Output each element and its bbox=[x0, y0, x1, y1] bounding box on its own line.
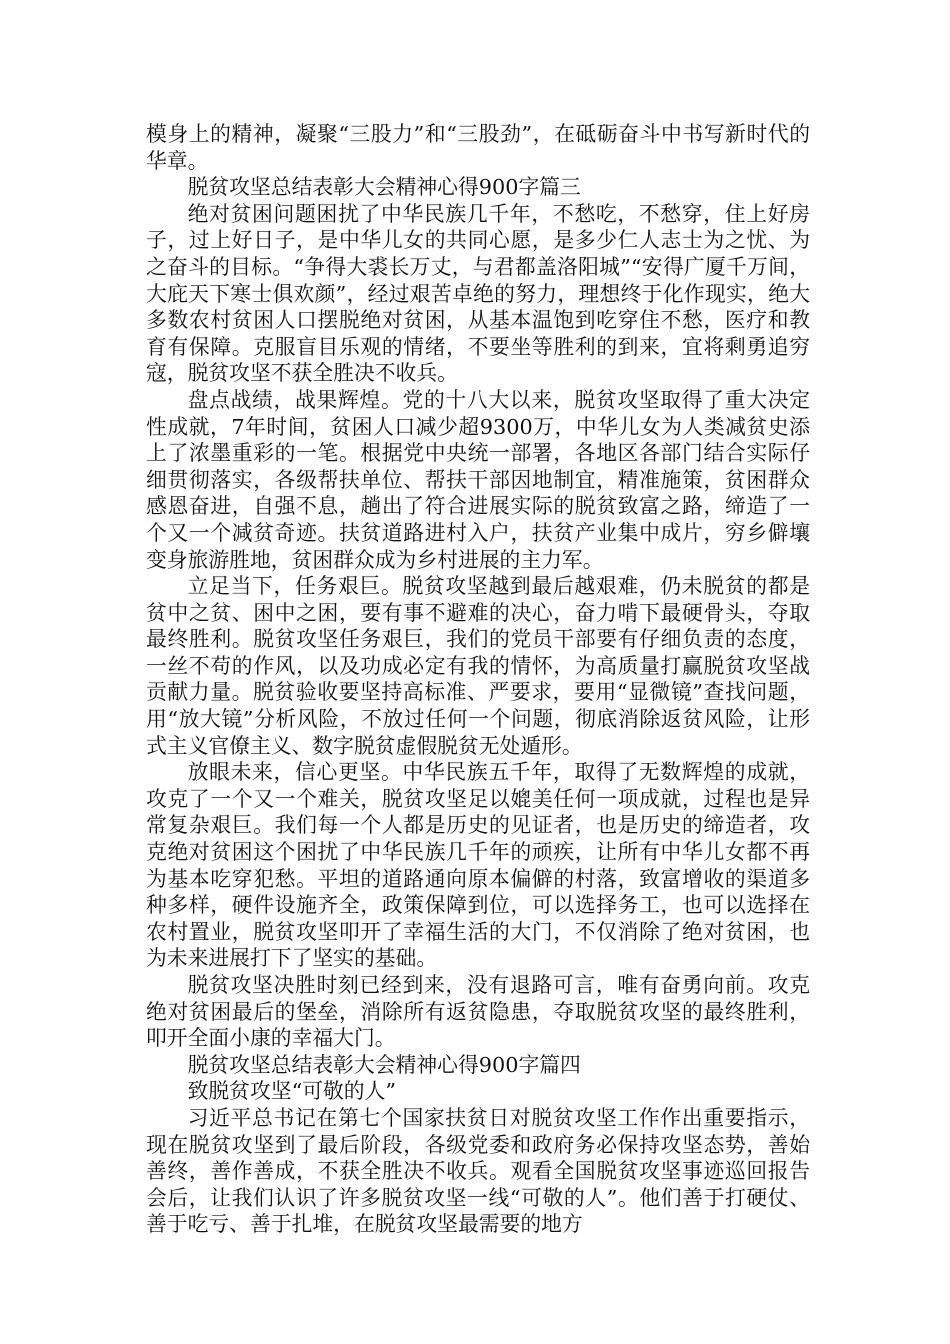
section-heading-part-four: 脱贫攻坚总结表彰大会精神心得900字篇四 bbox=[187, 1052, 581, 1077]
paragraph-respectable-people: 习近平总书记在第七个国家扶贫日对脱贫攻坚工作作出重要指示，现在脱贫攻坚到了最后阶段，各级党委和政府务必保持攻坚态势，善始善终，善作善成，不获全胜决不收兵。观看全国脱贫攻坚事迹巡回报告会后，让我们认识了许多脱贫攻坚一线“可敬的人”。他们善于打硬仗、善于吃亏、善于扎堆，在脱贫攻坚最需要的地方 bbox=[146, 1105, 810, 1237]
paragraph-poverty-problem: 绝对贫困问题困扰了中华民族几千年，不愁吃，不愁穿，住上好房子，过上好日子，是中华儿女的共同心愿，是多少仁人志士为之忧、为之奋斗的目标。“争得大裘长万丈，与君都盖洛阳城”“安得广厦千万间，大庇天下寒士俱欢颜”，经过艰苦卓绝的努力，理想终于化作现实，绝大多数农村贫困人口摆脱绝对贫困，从基本温饱到吃穿住不愁，医疗和教育有保障。克服盲目乐观的情绪，不要坐等胜利的到来，宜将剩勇追穷寇，脱贫攻坚不获全胜决不收兵。 bbox=[146, 201, 810, 386]
paragraph-current-tasks: 立足当下，任务艰巨。脱贫攻坚越到最后越艰难，仍未脱贫的都是贫中之贫、困中之困，要有事不避难的决心，奋力啃下最硬骨头，夺取最终胜利。脱贫攻坚任务艰巨，我们的党员干部要有仔细负责的态度，一丝不苟的作风，以及功成必定有我的情怀，为高质量打赢脱贫攻坚战贡献力量。脱贫验收要坚持高标准、严要求，要用“显微镜”查找问题，用“放大镜”分析风险，不放过任何一个问题，彻底消除返贫风险，让形式主义官僚主义、数字脱贫虚假脱贫无处遁形。 bbox=[146, 574, 810, 758]
paragraph-achievements: 盘点战绩，战果辉煌。党的十八大以来，脱贫攻坚取得了重大决定性成就，7年时间，贫困人口减少超9300万，中华儿女为人类减贫史添上了浓墨重彩的一笔。根据党中央统一部署，各地区各部门结合实际仔细贯彻落实，各级帮扶单位、帮扶干部因地制宜，精准施策，贫困群众感恩奋进，自强不息，趟出了符合进展实际的脱贫致富之路，缔造了一个又一个减贫奇迹。扶贫道路进村入户，扶贫产业集中成片，穷乡僻壤变身旅游胜地，贫困群众成为乡村进展的主力军。 bbox=[146, 387, 810, 572]
paragraph-continuation: 模身上的精神，凝聚“三股力”和“三股劲”，在砥砺奋斗中书写新时代的华章。 bbox=[146, 122, 810, 173]
paragraph-decisive-moment: 脱贫攻坚决胜时刻已经到来，没有退路可言，唯有奋勇向前。攻克绝对贫困最后的堡垒，消除所有返贫隐患，夺取脱贫攻坚的最终胜利，叩开全面小康的幸福大门。 bbox=[146, 973, 810, 1051]
paragraph-future-outlook: 放眼未来，信心更坚。中华民族五千年，取得了无数辉煌的成就，攻克了一个又一个难关，脱贫攻坚足以媲美任何一项成就，过程也是异常复杂艰巨。我们每一个人都是历史的见证者，也是历史的缔造者，攻克绝对贫困这个困扰了中华民族几千年的顽疾，让所有中华儿女都不再为基本吃穿犯愁。平坦的道路通向原本偏僻的村落，致富增收的渠道多种多样，硬件设施齐全，政策保障到位，可以选择务工，也可以选择在农村置业，脱贫攻坚叩开了幸福生活的大门，不仅消除了绝对贫困，也为未来进展打下了坚实的基础。 bbox=[146, 760, 810, 971]
section-heading-part-three: 脱贫攻坚总结表彰大会精神心得900字篇三 bbox=[187, 175, 581, 200]
section-subheading: 致脱贫攻坚“可敬的人” bbox=[187, 1079, 397, 1104]
document-page bbox=[146, 121, 810, 1238]
